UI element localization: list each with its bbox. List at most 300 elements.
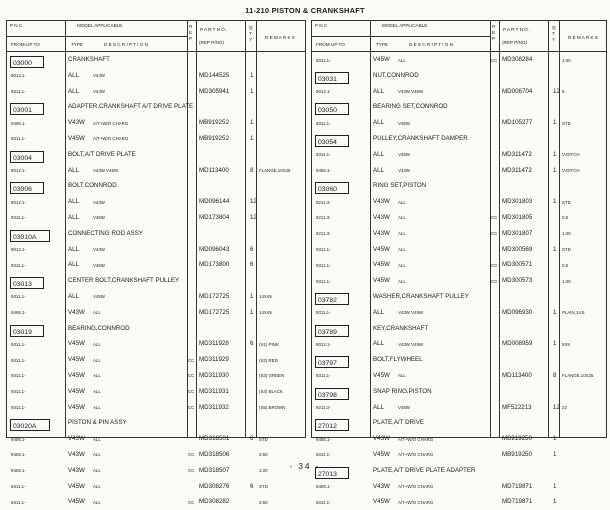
model-type: V45W	[373, 371, 390, 379]
part-number: MD318507	[199, 466, 230, 474]
qty-header: Q T Y	[552, 25, 556, 42]
pnc-code: 03001	[10, 103, 44, 115]
quantity: 12	[553, 87, 560, 95]
pnc-code: 03782	[315, 293, 349, 305]
remarks: (S5) BROWN	[259, 405, 286, 411]
group-row	[312, 289, 606, 305]
model-type: V45W	[373, 261, 390, 269]
remarks: STD	[562, 120, 571, 126]
model-variant: ALL	[398, 278, 406, 284]
pnc-code: 03797	[315, 356, 349, 368]
table-row	[312, 257, 606, 273]
model-variant: A/T+W/O CHARG	[398, 452, 434, 458]
model-type: V45W	[68, 340, 85, 348]
model-type: V45W	[68, 356, 85, 364]
table-row	[312, 84, 606, 100]
model-variant: ALL	[93, 389, 101, 395]
right-rows	[312, 52, 606, 510]
quantity: 1	[553, 450, 557, 458]
part-number: MD318506	[199, 450, 230, 458]
from-up-to: 9406.1-	[11, 310, 26, 316]
pnc-code: 03000	[10, 56, 44, 68]
model-type: V43W	[373, 198, 390, 206]
table-row	[312, 147, 606, 163]
table-row	[7, 257, 305, 273]
part-number: MD300569	[502, 245, 533, 253]
quantity: 8	[250, 166, 254, 174]
model-type: ALL	[68, 292, 80, 300]
from-up-to: 9311.1-	[316, 452, 331, 458]
from-up-to-header: FROM-UP TO	[316, 42, 345, 47]
from-up-to: 9012.1-	[316, 89, 331, 95]
part-number: MD096043	[199, 245, 230, 253]
part-number: MD008959	[502, 340, 533, 348]
type-header: TYPE	[71, 42, 83, 47]
table-row	[312, 479, 606, 495]
remarks-header: R E M A R K S	[265, 35, 295, 40]
left-rows	[7, 52, 305, 510]
model-variant: V43W	[93, 199, 105, 205]
page-number: - 34 -	[289, 462, 321, 471]
part-description: WASHER,CRANKSHAFT PULLEY	[373, 292, 469, 300]
remarks: (S2) RED	[259, 357, 278, 363]
model-type: V45W	[373, 450, 390, 458]
model-variant: V45W	[93, 215, 105, 221]
model-type: V43W	[68, 450, 85, 458]
from-up-to: 9406.1-	[11, 120, 26, 126]
table-row	[7, 68, 305, 84]
model-variant: A/T+W/O CHARG	[398, 484, 434, 490]
model-variant: ALL	[398, 57, 406, 63]
from-up-to: 9012.1-	[11, 168, 26, 174]
part-description: BOLT,CONNROD	[68, 182, 117, 190]
part-number: MB919250	[502, 435, 532, 443]
rep-code: CC	[491, 262, 498, 268]
model-type: V45W	[373, 56, 390, 63]
part-description: ADAPTER,CRANKSHAFT A/T DRIVE PLATE	[68, 103, 194, 111]
model-variant: V43W	[93, 89, 105, 95]
model-variant: ALL	[93, 341, 101, 347]
model-type: ALL	[68, 87, 80, 95]
quantity: 1	[553, 340, 557, 348]
part-number: MD311930	[199, 371, 229, 379]
table-header	[312, 21, 606, 52]
remarks: V-DITCH	[562, 152, 580, 158]
table-row	[7, 84, 305, 100]
group-row	[312, 384, 606, 400]
remarks: STD	[259, 436, 268, 442]
remarks: 9	[562, 89, 565, 95]
pnc-code: 27013	[315, 467, 349, 479]
table-row	[312, 194, 606, 210]
group-row	[312, 415, 606, 431]
part-number: MD105277	[502, 119, 533, 127]
remarks: 0.50	[259, 452, 268, 458]
part-number: MF522213	[502, 403, 532, 411]
part-number: MB919252	[199, 134, 229, 142]
table-row	[7, 210, 305, 226]
model-type: ALL	[68, 261, 80, 269]
group-row	[7, 273, 305, 289]
pnc-header: P N C	[10, 23, 23, 28]
part-number: MD301803	[502, 198, 533, 206]
model-variant: ALL	[93, 405, 101, 411]
model-type: V45W	[373, 498, 390, 506]
table-row	[7, 431, 305, 447]
model-type: ALL	[373, 166, 385, 174]
from-up-to: 9311.1-	[316, 152, 331, 158]
model-variant: V43W V45W	[398, 341, 424, 347]
rep-header: R E P	[492, 24, 496, 41]
quantity: 1	[553, 308, 557, 316]
model-variant: ALL	[93, 484, 101, 490]
part-description: PULLEY,CRANKSHAFT DAMPER	[373, 134, 468, 142]
quantity: 1	[250, 119, 254, 127]
part-number: MB919250	[502, 450, 532, 458]
from-up-to: 9311.1-	[316, 373, 331, 379]
model-variant: ALL	[93, 499, 101, 505]
table-row	[7, 163, 305, 179]
part-number: MD172725	[199, 292, 230, 300]
model-type: V43W	[373, 213, 390, 221]
model-type: V43W	[68, 119, 85, 127]
description-header: D E S C R I P T I O N	[104, 42, 148, 47]
group-row	[7, 52, 305, 68]
part-description: BEARING SET,CONNROD	[373, 103, 448, 111]
model-type: V45W	[68, 371, 85, 379]
table-header	[7, 21, 305, 52]
model-variant: ALL	[93, 452, 101, 458]
group-row	[312, 178, 606, 194]
group-row	[312, 321, 606, 337]
remarks: 5X9	[562, 341, 570, 347]
part-number: MD096144	[199, 198, 230, 206]
from-up-to: 9311.1-	[11, 357, 26, 363]
model-variant: V43W V45W	[93, 168, 119, 174]
from-up-to: 9311.1-	[316, 310, 331, 316]
part-no-header: P A R T N O .	[200, 27, 228, 32]
group-row	[7, 415, 305, 431]
from-up-to: 9406.1-	[316, 484, 331, 490]
table-row	[7, 479, 305, 495]
group-row	[7, 226, 305, 242]
from-up-to: 9311.1-	[316, 278, 331, 284]
pnc-code: 03020A	[10, 419, 50, 431]
model-type: ALL	[373, 87, 385, 95]
pnc-code: 03798	[315, 388, 349, 400]
quantity: 1	[553, 482, 557, 490]
table-row	[7, 368, 305, 384]
from-up-to: 9406.1-	[316, 436, 331, 442]
quantity: 12	[250, 198, 257, 206]
part-number: MD719871	[502, 482, 533, 490]
remarks: STD	[562, 199, 571, 205]
part-number: MD006704	[502, 87, 533, 95]
part-number: MB919252	[199, 119, 229, 127]
part-number: MD300573	[502, 277, 533, 285]
part-number: MD308282	[199, 498, 230, 506]
remarks: 22	[562, 405, 567, 411]
from-up-to: 9406.1-	[11, 452, 26, 458]
model-variant: V45W	[93, 294, 105, 300]
from-up-to: 9311.1-	[316, 262, 331, 268]
model-variant: V45W	[398, 120, 410, 126]
remarks: 0.5	[562, 262, 569, 268]
table-row	[312, 163, 606, 179]
part-number: MD113400	[199, 166, 229, 174]
part-description: BOLT,A/T DRIVE PLATE	[68, 150, 136, 158]
rep-code: CC	[188, 373, 195, 379]
quantity: 6	[250, 245, 254, 253]
remarks: (S3) GREEN	[259, 373, 285, 379]
from-up-to: 9406.1-	[316, 168, 331, 174]
remarks: STD	[562, 247, 571, 253]
part-number: MD719871	[502, 498, 533, 506]
from-up-to: 9311.1-	[11, 389, 26, 395]
table-row	[7, 352, 305, 368]
group-row	[7, 99, 305, 115]
table-row	[7, 494, 305, 510]
quantity: 1	[250, 87, 254, 95]
model-variant: ALL	[93, 436, 101, 442]
model-variant: V43W V45W	[398, 89, 424, 95]
model-type: V43W	[68, 308, 85, 316]
remarks: (S4) BLACK	[259, 389, 283, 395]
remarks: 1.00	[562, 231, 571, 237]
model-type: V45W	[373, 277, 390, 285]
table-row	[7, 305, 305, 321]
remarks: STD	[259, 484, 268, 490]
rep-part-no-header: (REP P/NO)	[199, 40, 224, 45]
model-variant: A/T+W/O CHARG	[398, 436, 434, 442]
part-number: MD144525	[199, 71, 230, 79]
rep-code: CC	[491, 278, 498, 284]
model-variant: ALL	[93, 357, 101, 363]
from-up-to: 9211.3-	[316, 231, 331, 237]
part-number: MD311932	[199, 403, 229, 411]
part-number: MD172725	[199, 308, 230, 316]
group-row	[7, 147, 305, 163]
table-row	[312, 400, 606, 416]
pnc-code: 03006	[10, 182, 44, 194]
part-number: MD311931	[199, 387, 229, 395]
model-type: ALL	[373, 150, 385, 158]
from-up-to: 9311.1-	[11, 499, 26, 505]
model-type: ALL	[68, 166, 80, 174]
table-row	[312, 273, 606, 289]
model-type: V45W	[68, 498, 85, 506]
remarks: (S1) PINK	[259, 341, 279, 347]
model-type: ALL	[373, 119, 385, 127]
from-up-to: 9211.3-	[316, 199, 331, 205]
model-variant: ALL	[398, 373, 406, 379]
pnc-code: 03004	[10, 151, 44, 163]
left-parts-table	[6, 20, 306, 506]
from-up-to: 9311.1-	[316, 120, 331, 126]
part-description: BOLT,FLYWHEEL	[373, 356, 423, 364]
table-row	[312, 431, 606, 447]
remarks-header: R E M A R K S	[568, 35, 598, 40]
rep-header: R E P	[189, 24, 193, 41]
model-applicable-header: MODEL APPLICABLE	[382, 23, 428, 28]
quantity: 8	[553, 371, 557, 379]
model-type: V43W	[68, 466, 85, 474]
model-type: V43W	[373, 435, 390, 443]
pnc-code: 03060	[315, 182, 349, 194]
group-row	[312, 68, 606, 84]
part-number: MD173804	[199, 213, 230, 221]
model-variant: V45W	[398, 152, 410, 158]
from-up-to: 9211.3-	[316, 405, 331, 411]
from-up-to: 9311.1-	[11, 294, 26, 300]
model-type: ALL	[373, 403, 385, 411]
quantity: 1	[250, 134, 254, 142]
remarks: 1.00	[259, 468, 268, 474]
remarks: 0.50	[259, 499, 268, 505]
table-row	[312, 447, 606, 463]
remarks: 0.5	[562, 215, 569, 221]
pnc-code: 27012	[315, 419, 349, 431]
part-number: MD311472	[502, 150, 532, 158]
from-up-to: 9012.1-	[316, 341, 331, 347]
model-type: ALL	[373, 308, 385, 316]
part-number: MD311472	[502, 166, 532, 174]
table-row	[312, 368, 606, 384]
part-number: MD113400	[502, 371, 532, 379]
quantity: 1	[553, 498, 557, 506]
group-row	[7, 321, 305, 337]
quantity: 1	[250, 71, 254, 79]
part-number: MD301805	[502, 213, 533, 221]
pnc-code: 03010A	[10, 230, 50, 242]
model-type: V43W	[373, 229, 390, 237]
remarks: 1.00	[562, 57, 571, 63]
table-row	[7, 194, 305, 210]
table-row	[7, 447, 305, 463]
from-up-to: 9211.3-	[316, 215, 331, 221]
remarks: V-DITCH	[562, 168, 580, 174]
model-variant: V43W	[398, 168, 410, 174]
part-description: NUT,CONNROD	[373, 71, 419, 79]
model-applicable-header: MODEL APPLICABLE	[77, 23, 123, 28]
group-row	[312, 352, 606, 368]
quantity: 6	[250, 261, 254, 269]
part-description: PISTON & PIN ASSY	[68, 419, 127, 427]
table-row	[312, 210, 606, 226]
pnc-code: 03013	[10, 277, 44, 289]
quantity: 6	[250, 482, 254, 490]
table-row	[7, 242, 305, 258]
qty-header: Q T Y	[249, 25, 253, 42]
model-variant: ALL	[93, 310, 101, 316]
part-number: MD173800	[199, 261, 230, 269]
from-up-to: 9406.1-	[11, 436, 26, 442]
part-description: CRANKSHAFT	[68, 56, 110, 63]
quantity: 1	[553, 119, 557, 127]
part-number: MD311928	[199, 340, 229, 348]
model-type: ALL	[68, 245, 80, 253]
from-up-to: 9311.1-	[11, 373, 26, 379]
part-number: MD096930	[502, 308, 533, 316]
from-up-to: 9311.1-	[11, 136, 26, 142]
table-row	[7, 289, 305, 305]
pnc-header: P N C	[315, 23, 328, 28]
rep-code: CC	[188, 405, 195, 411]
from-up-to: 9311.1-	[316, 247, 331, 253]
type-header: TYPE	[376, 42, 388, 47]
pnc-code: 03050	[315, 103, 349, 115]
pnc-code: 03019	[10, 325, 44, 337]
table-row	[7, 115, 305, 131]
quantity: 6	[250, 340, 254, 348]
part-description: KEY,CRANKSHAFT	[373, 324, 429, 332]
part-number: MD305941	[199, 87, 230, 95]
part-number: MD308284	[502, 56, 533, 63]
quantity: 12	[250, 213, 257, 221]
quantity: 1	[553, 245, 557, 253]
from-up-to: 9012.1-	[11, 73, 26, 79]
quantity: 12	[553, 403, 560, 411]
rep-code: CC	[188, 357, 195, 363]
model-type: V45W	[68, 482, 85, 490]
rep-code: CC	[491, 57, 498, 63]
rep-part-no-header: (REP P/NO)	[502, 40, 527, 45]
from-up-to: 9311.1-	[11, 484, 26, 490]
model-type: V43W	[68, 435, 85, 443]
part-description: PLATE,A/T DRIVE	[373, 419, 425, 427]
rep-code: CC	[188, 499, 195, 505]
model-variant: ALL	[93, 468, 101, 474]
model-type: ALL	[373, 340, 385, 348]
model-variant: ALL	[398, 199, 406, 205]
model-variant: ALL	[398, 247, 406, 253]
quantity: 6	[250, 435, 254, 443]
table-row	[312, 226, 606, 242]
part-number: MD301807	[502, 229, 533, 237]
table-row	[312, 115, 606, 131]
part-number: MD318501	[199, 435, 230, 443]
model-variant: ALL	[93, 373, 101, 379]
model-type: V45W	[68, 403, 85, 411]
page-title: 11-210 PISTON & CRANKSHAFT	[245, 6, 365, 15]
table-row	[7, 336, 305, 352]
group-row	[312, 99, 606, 115]
table-row	[312, 242, 606, 258]
from-up-to: 9012.1-	[11, 199, 26, 205]
rep-code: CC	[188, 389, 195, 395]
part-description: CENTER BOLT,CRANKSHAFT PULLEY	[68, 277, 180, 285]
part-description: RING SET,PISTON	[373, 182, 427, 190]
model-type: V45W	[373, 245, 390, 253]
from-up-to: 9406.1-	[11, 468, 26, 474]
table-row	[312, 336, 606, 352]
quantity: 1	[553, 150, 557, 158]
part-number: MD311929	[199, 356, 229, 364]
quantity: 1	[553, 166, 557, 174]
remarks: PLAIN,14.5	[562, 310, 585, 316]
from-up-to: 9311.1-	[11, 89, 26, 95]
remarks: 14X49	[259, 310, 272, 316]
right-parts-table	[311, 20, 607, 506]
part-description: PLATE,A/T DRIVE PLATE ADAPTER	[373, 466, 476, 474]
table-row	[312, 494, 606, 510]
model-variant: ALL	[398, 262, 406, 268]
quantity: 1	[250, 308, 254, 316]
table-row	[7, 400, 305, 416]
rep-code: CC	[188, 452, 195, 458]
model-variant: ALL	[398, 231, 406, 237]
model-variant: V45W	[93, 262, 105, 268]
